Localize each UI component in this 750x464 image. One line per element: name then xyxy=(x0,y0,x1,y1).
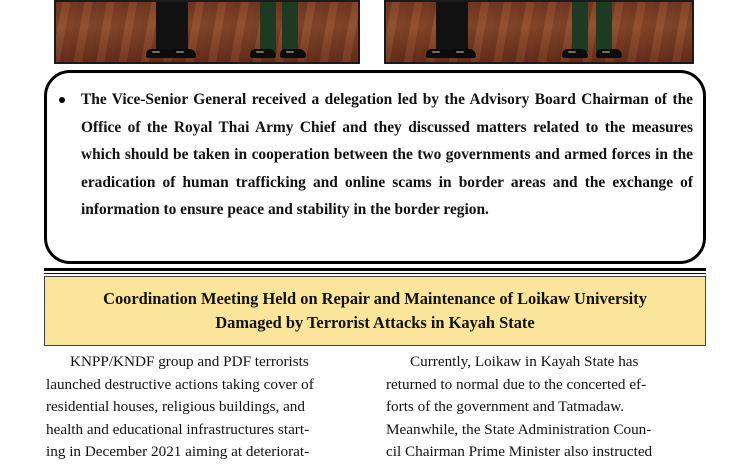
column-line: KNPP/KNDF group and PDF terrorists xyxy=(70,353,309,370)
summary-line: The Vice-Senior General received a delegation led by the Advisory Board Chairman xyxy=(81,91,655,108)
divider-rule-thin xyxy=(44,273,706,274)
headline-line-2: Damaged by Terrorist Attacks in Kayah State xyxy=(215,313,535,332)
column-line: Currently, Loikaw in Kayah State has xyxy=(410,353,639,370)
summary-line: border region. xyxy=(394,201,489,218)
figure-suited xyxy=(426,0,476,62)
headline-line-1: Coordination Meeting Held on Repair and Maintenance of Loikaw University xyxy=(103,289,647,308)
column-line: ing in December 2021 aiming at deteriorat- xyxy=(46,443,310,460)
column-line: residential houses, religious buildings, and xyxy=(46,398,305,415)
figure-suited xyxy=(148,0,198,62)
column-line: returned to normal due to the concerted ef- xyxy=(386,375,647,393)
summary-bullet-text xyxy=(81,86,693,224)
summary-line: the measures which should be taken in cooperation between the two governments xyxy=(81,118,693,163)
column-line: Meanwhile, the State Administration Coun- xyxy=(386,420,652,438)
column-line: forts of the government and Tatmadaw. xyxy=(386,398,625,415)
summary-line: border areas and the exchange of information to ensure peace and stability in the xyxy=(81,173,693,218)
column-line: health and educational infrastructures start- xyxy=(46,420,310,438)
article-column-left xyxy=(46,351,364,464)
article-column-right xyxy=(386,351,704,464)
column-line: launched destructive actions taking cover of xyxy=(46,375,314,393)
bullet-icon xyxy=(59,97,65,103)
article-headline-box xyxy=(44,276,706,346)
summary-line: of the Office of the Royal Thai Army Chief and they discussed matters related to xyxy=(81,91,693,136)
column-line: cil Chairman Prime Minister also instructed xyxy=(386,443,653,460)
photo-left xyxy=(54,0,360,64)
photo-right xyxy=(384,0,694,64)
figure-uniformed xyxy=(562,0,622,62)
figure-uniformed xyxy=(252,0,308,62)
summary-line: and armed forces in the eradication of human trafficking and online scams in xyxy=(81,146,693,191)
divider-rule xyxy=(44,268,706,271)
